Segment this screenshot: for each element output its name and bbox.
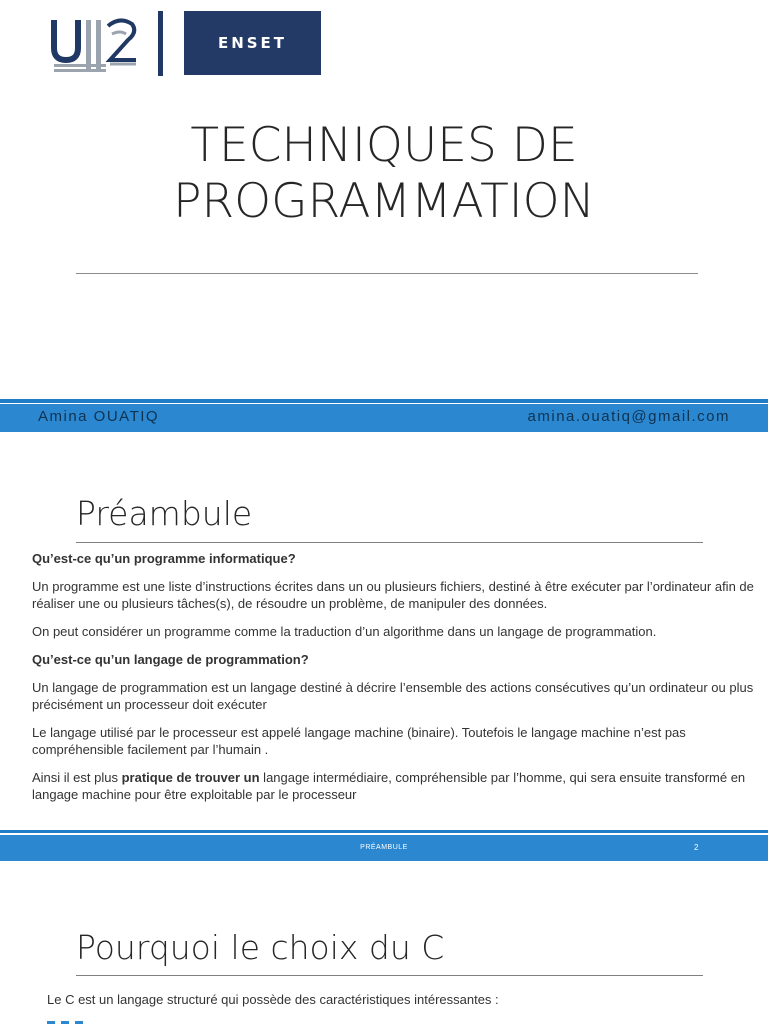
author-email: amina.ouatiq@gmail.com (527, 408, 730, 425)
presentation-title (0, 118, 768, 230)
footer-accent (0, 830, 768, 833)
logo-divider (158, 11, 163, 76)
slide-body (32, 550, 760, 814)
slide-heading: Pourquoi le choix du C (76, 928, 445, 967)
page-number: 2 (694, 843, 699, 852)
body-paragraph: Un programme est une liste d’instructions écrites dans un ou plusieurs fichiers, destiné à être exécuter par l’ordinateur afin de réaliser une ou plusieurs tâches(s), de résoudre un problème, de manipuler des données. (32, 579, 754, 611)
uh2-logo (50, 14, 140, 76)
author-bar-accent (0, 399, 768, 403)
title-divider (76, 273, 698, 274)
paragraph-text: Ainsi il est plus (32, 770, 122, 785)
author-bar (0, 404, 768, 432)
why-c-slide (0, 864, 768, 1024)
school-name: ENSET (217, 34, 288, 52)
slide-footer (0, 835, 768, 861)
slide-heading: Préambule (76, 494, 253, 533)
body-paragraph (32, 769, 760, 803)
slide-body: Le C est un langage structuré qui possède des caractéristiques intéressantes : (47, 992, 499, 1007)
school-badge (184, 11, 321, 75)
question-heading: Qu’est-ce qu’un langage de programmation? (32, 652, 309, 667)
heading-divider (76, 542, 703, 543)
body-paragraph: Le langage utilisé par le processeur est appelé langage machine (binaire). Toutefois le langage machine n’est pas compréhensible facilement par l’humain . (32, 725, 686, 757)
title-line-1: TECHNIQUES DE (190, 118, 578, 173)
body-paragraph: Un langage de programmation est un langage destiné à décrire l’ensemble des actions consécutives qu’un ordinateur ou plus précisément un processeur doit exécuter (32, 680, 754, 712)
bullet-fragment (47, 1016, 127, 1024)
footer-section-label: PRÉAMBULE (360, 844, 408, 851)
author-name: Amina OUATIQ (38, 408, 160, 425)
preambule-slide (0, 432, 768, 864)
question-heading: Qu’est-ce qu’un programme informatique? (32, 551, 296, 566)
body-paragraph: On peut considérer un programme comme la traduction d’un algorithme dans un langage de programmation. (32, 624, 657, 639)
heading-divider (76, 975, 703, 976)
emphasis-text: pratique de trouver un (121, 770, 260, 785)
title-line-2: PROGRAMMATION (173, 174, 595, 229)
paragraph-text: langage intermédiaire, compréhensible par l’homme, qui sera ensuite transformé en langage machine pour être exploitable par le processeur (32, 770, 746, 802)
title-slide (0, 0, 768, 432)
